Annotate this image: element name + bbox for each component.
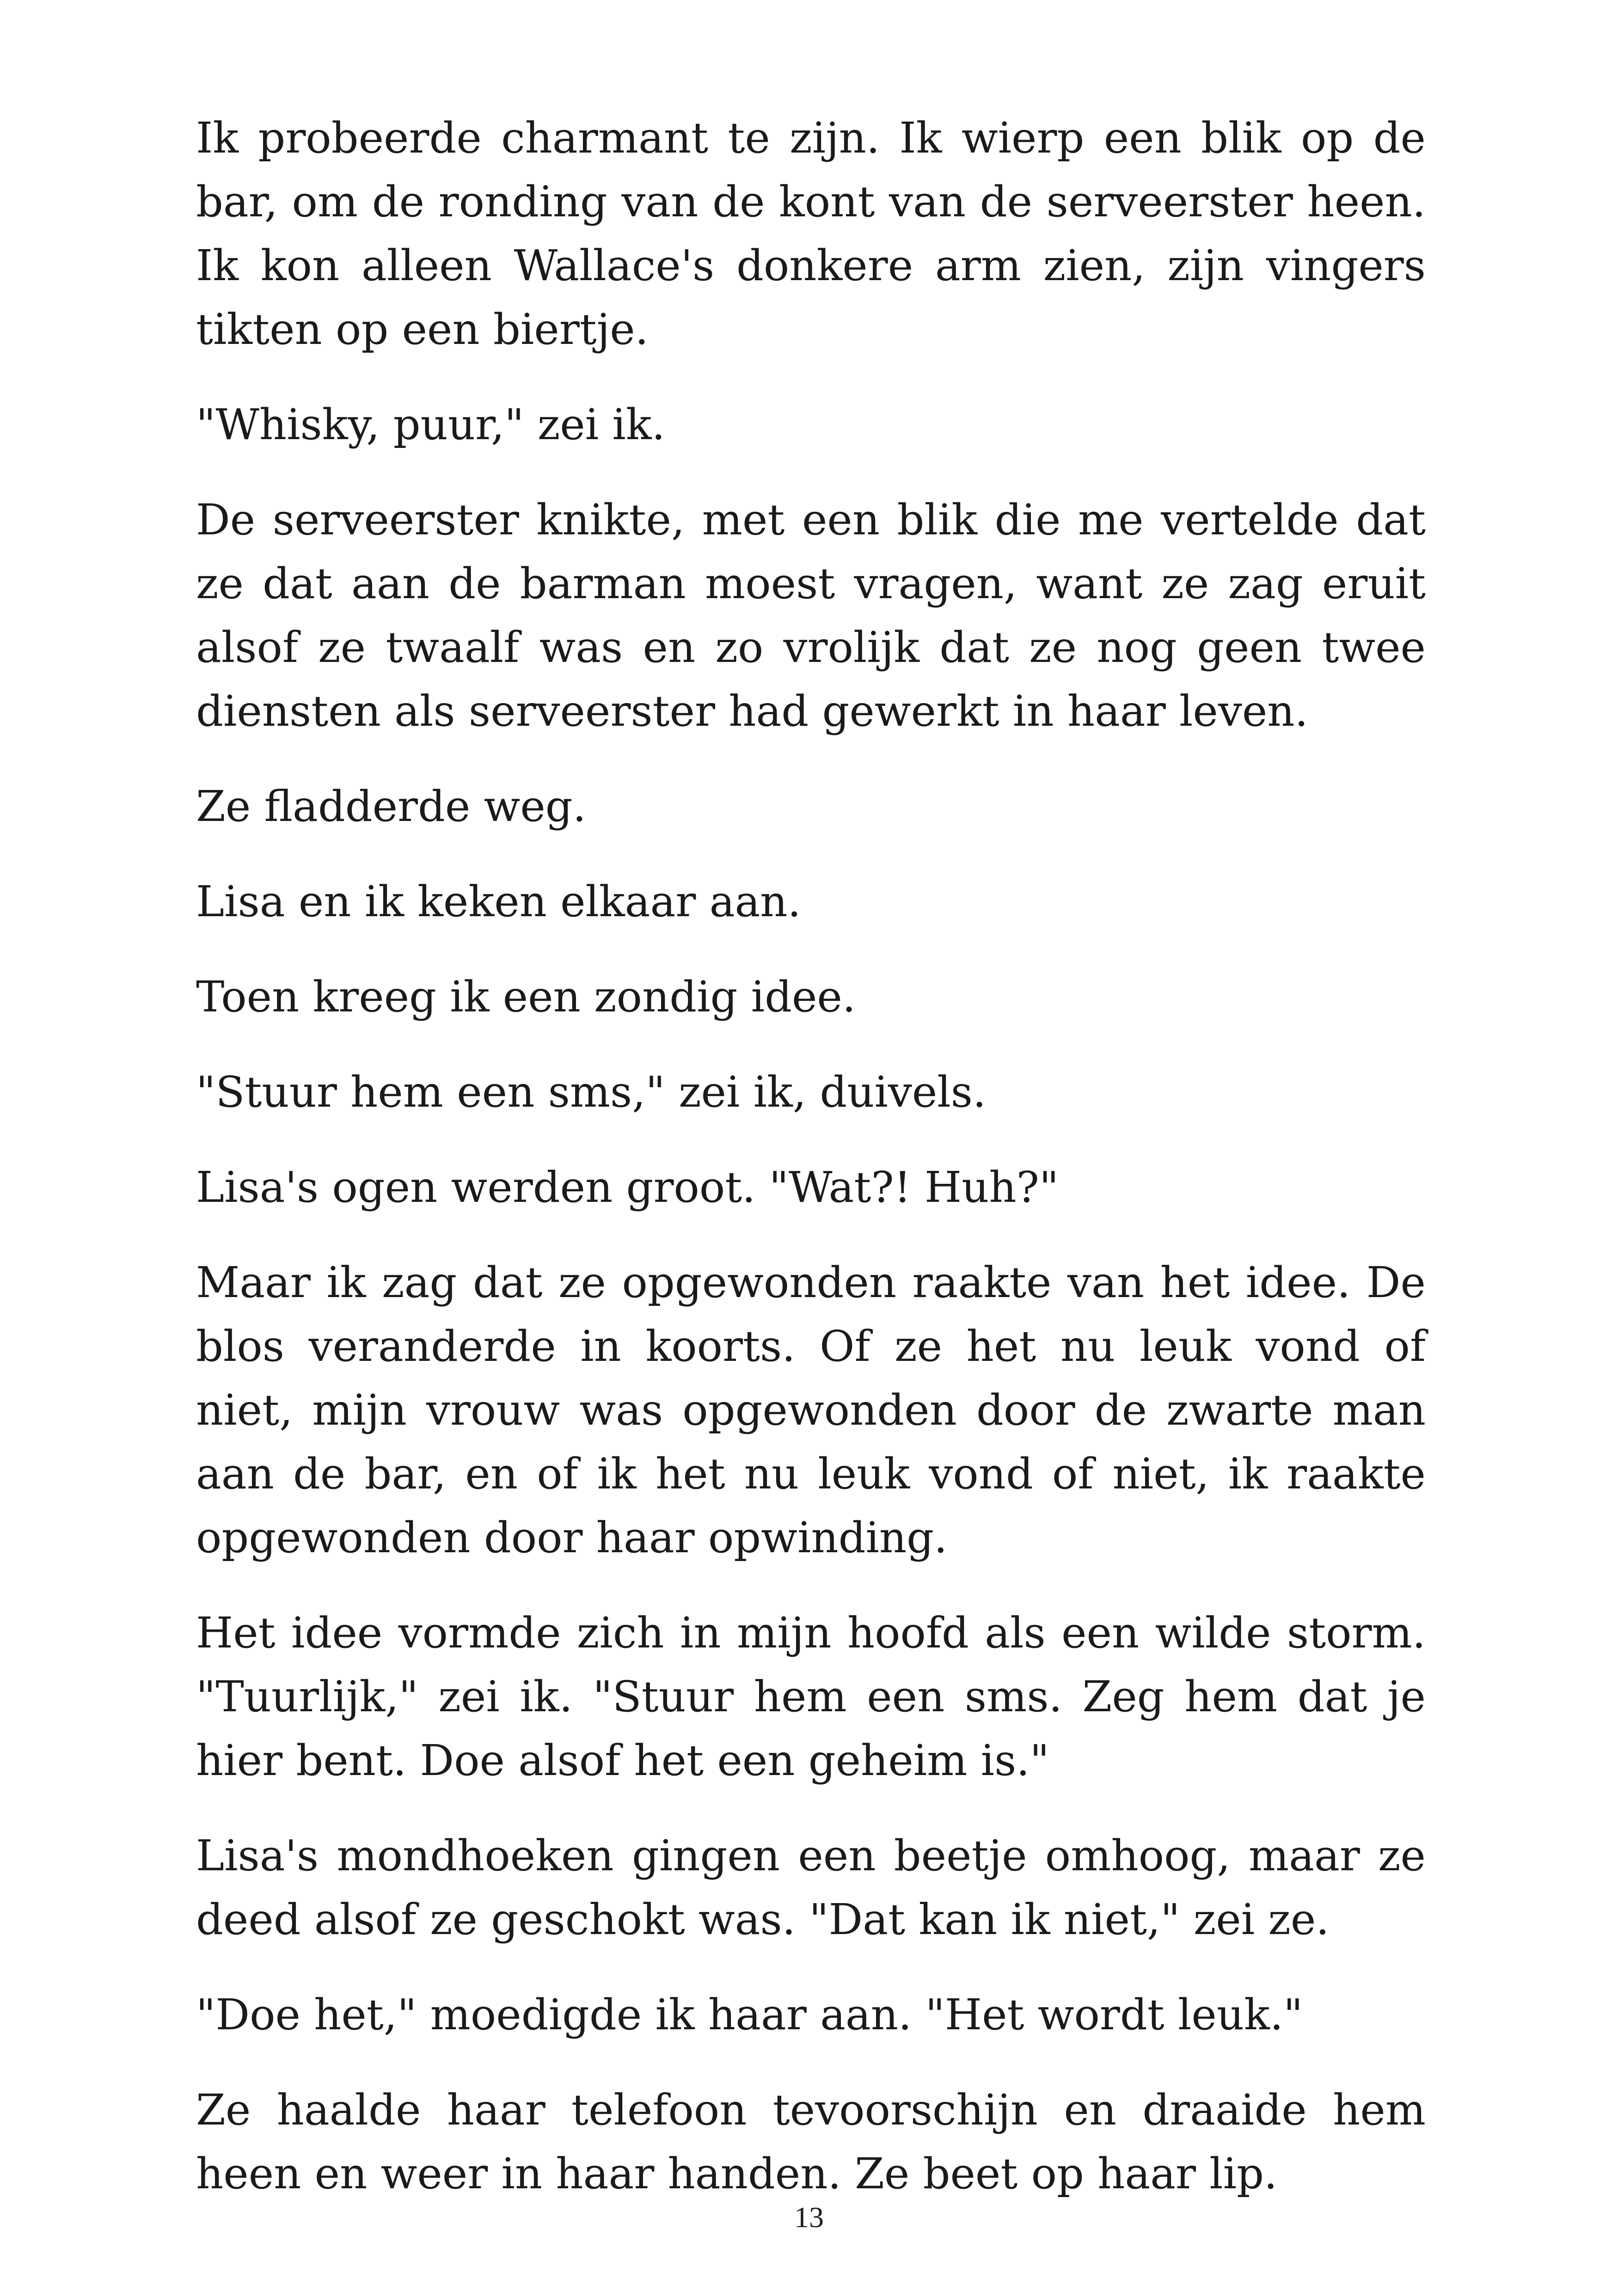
paragraph: Ik probeerde charmant te zijn. Ik wierp een blik op de bar, om de ronding van de kont van de serveerster heen. Ik kon alleen Wallace's donkere arm zien, zijn vingers tikten op een biertje. [196, 113, 1426, 354]
paragraph: Ze fladderde weg. [196, 782, 586, 831]
paragraph: Lisa en ik keken elkaar aan. [196, 877, 801, 926]
paragraph: De serveerster knikte, met een blik die me vertelde dat ze dat aan de barman moest vragen, want ze zag eruit alsof ze twaalf was en zo vrolijk dat ze nog geen twee diensten als serveerster had gewerkt in haar leven. [196, 495, 1426, 736]
paragraph: "Whisky, puur," zei ik. [196, 400, 665, 449]
paragraph: Lisa's mondhoeken gingen een beetje omhoog, maar ze deed alsof ze geschokt was. "Dat kan ik niet," zei ze. [196, 1831, 1426, 1944]
body-text [196, 106, 1426, 2237]
paragraph: Toen kreeg ik een zondig idee. [196, 972, 856, 1022]
paragraph: Lisa's ogen werden groot. "Wat?! Huh?" [196, 1163, 1059, 1212]
paragraph: Ze haalde haar telefoon tevoorschijn en draaide hem heen en weer in haar handen. Ze beet op haar lip. [196, 2085, 1426, 2198]
paragraph: "Doe het," moedigde ik haar aan. "Het wordt leuk." [196, 1990, 1303, 2039]
paragraph: Maar ik zag dat ze opgewonden raakte van het idee. De blos veranderde in koorts. Of ze het nu leuk vond of niet, mijn vrouw was opgewonden door de zwarte man aan de bar, en of ik het nu leuk vond of niet, ik raakte opgewonden door haar opwinding. [196, 1258, 1426, 1562]
page-number: 13 [794, 2201, 824, 2234]
paragraph: Het idee vormde zich in mijn hoofd als een wilde storm. "Tuurlijk," zei ik. "Stuur hem een sms. Zeg hem dat je hier bent. Doe alsof het een geheim is." [196, 1608, 1426, 1785]
paragraph: "Stuur hem een sms," zei ik, duivels. [196, 1067, 987, 1117]
